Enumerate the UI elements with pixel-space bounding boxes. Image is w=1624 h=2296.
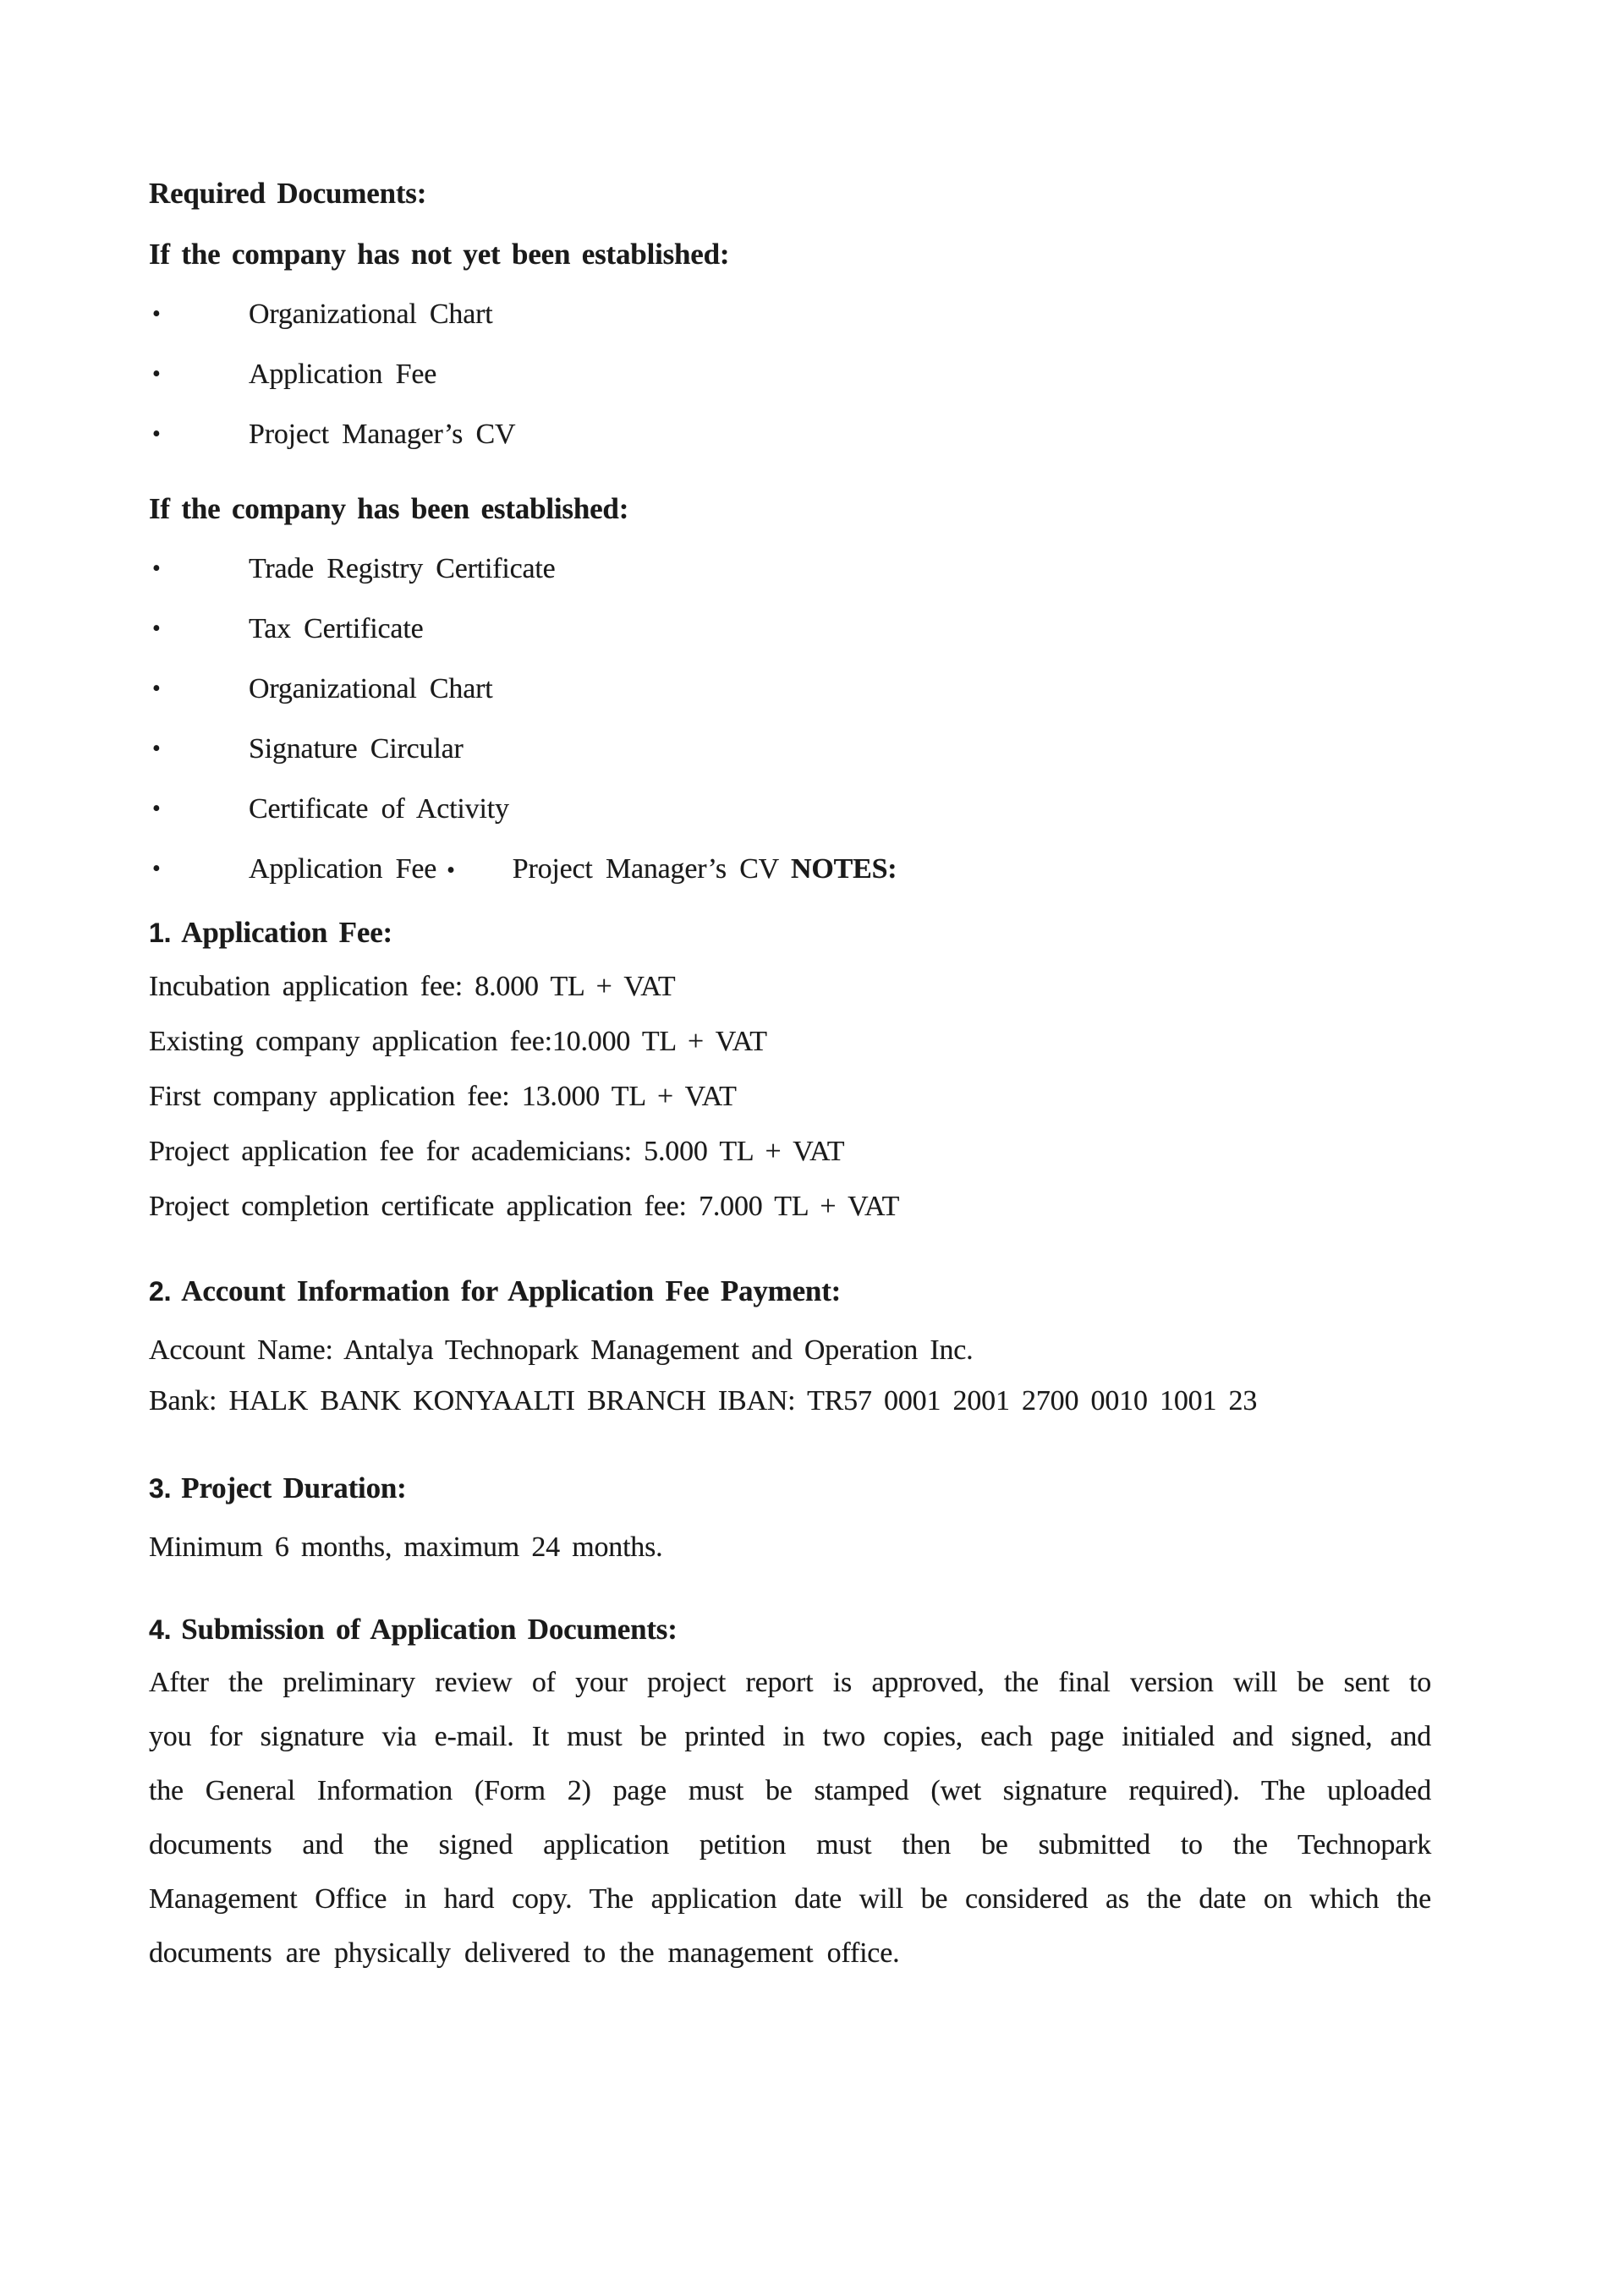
bullet-item <box>149 295 1431 334</box>
fee-line: First company application fee: 13.000 TL + VAT <box>149 1081 737 1112</box>
bullet-icon: • <box>152 556 161 582</box>
bullet-icon: • <box>152 796 161 822</box>
bullet-item-label: Signature Circular <box>249 733 464 764</box>
fee-line: Project completion certificate application fee: 7.000 TL + VAT <box>149 1191 900 1222</box>
bullet-item <box>149 550 1431 589</box>
paragraph-line: documents and the signed application petition must then be submitted to the Technopark <box>149 1829 1431 1860</box>
bullet-item <box>149 610 1431 649</box>
bullet-icon: • <box>152 421 161 447</box>
bullet-item-label: Project Manager’s CV <box>512 853 780 885</box>
bullet-item <box>149 790 1431 829</box>
note-heading-1-text: Application Fee: <box>181 916 392 949</box>
note-number-4: 4. <box>149 1614 172 1645</box>
bullet-icon: • <box>152 616 161 642</box>
bullet-icon: • <box>447 858 455 884</box>
note-heading-2 <box>149 1272 1431 1311</box>
note-number-3: 3. <box>149 1473 172 1504</box>
note-heading-2-text: Account Information for Application Fee Payment: <box>181 1274 842 1307</box>
bullet-item-label: Tax Certificate <box>249 613 424 644</box>
paragraph-line: Management Office in hard copy. The application date will be considered as the date on which the <box>149 1883 1431 1915</box>
bullet-item-label: Organizational Chart <box>249 673 493 704</box>
bullet-icon: • <box>152 676 161 702</box>
bullet-item-label: Project Manager’s CV <box>249 419 516 450</box>
bullet-item-label: Organizational Chart <box>249 299 493 330</box>
bullet-item-label: Application Fee <box>249 853 437 885</box>
bullet-item <box>149 355 1431 394</box>
paragraph-line: After the preliminary review of your project report is approved, the final version will be sent to <box>149 1667 1431 1698</box>
fee-line: Existing company application fee:10.000 TL + VAT <box>149 1026 767 1057</box>
note-heading-1 <box>149 913 1431 952</box>
bullet-icon: • <box>152 361 161 387</box>
note-number-2: 2. <box>149 1276 172 1307</box>
paragraph-line: documents are physically delivered to the management office. <box>149 1937 900 1969</box>
notes-label: NOTES: <box>791 853 897 885</box>
bullet-item-label: Application Fee <box>249 359 437 390</box>
bullet-item-label: Certificate of Activity <box>249 793 509 825</box>
document-content <box>149 174 1431 1981</box>
bullet-icon: • <box>152 301 161 327</box>
bullet-item <box>149 670 1431 709</box>
subheading-established: If the company has been established: <box>149 492 629 525</box>
bank-iban-line: Bank: HALK BANK KONYAALTI BRANCH IBAN: TR57 0001 2001 2700 0010 1001 23 <box>149 1385 1258 1417</box>
bullet-item-label: Trade Registry Certificate <box>249 553 556 584</box>
bullet-item <box>149 730 1431 769</box>
subheading-not-established: If the company has not yet been established: <box>149 238 730 271</box>
duration-line: Minimum 6 months, maximum 24 months. <box>149 1532 663 1563</box>
note-heading-4-text: Submission of Application Documents: <box>181 1613 678 1646</box>
note-heading-3 <box>149 1469 1431 1508</box>
note-heading-4 <box>149 1610 1431 1649</box>
bullet-item-combined <box>149 850 1431 890</box>
bullet-combined-text <box>249 850 1431 890</box>
bullet-item <box>149 415 1431 454</box>
note-heading-3-text: Project Duration: <box>181 1471 407 1504</box>
fee-line: Incubation application fee: 8.000 TL + VAT <box>149 971 676 1002</box>
bullet-icon: • <box>152 856 161 882</box>
note-number-1: 1. <box>149 918 172 948</box>
fee-line: Project application fee for academicians: 5.000 TL + VAT <box>149 1136 845 1167</box>
account-name-line: Account Name: Antalya Technopark Management and Operation Inc. <box>149 1334 974 1366</box>
doc-title: Required Documents: <box>149 177 427 210</box>
paragraph-line: you for signature via e-mail. It must be printed in two copies, each page initialed and signed, and <box>149 1721 1431 1752</box>
submission-paragraph <box>149 1656 1431 1981</box>
bullet-icon: • <box>152 736 161 762</box>
paragraph-line: the General Information (Form 2) page must be stamped (wet signature required). The uploaded <box>149 1775 1431 1806</box>
